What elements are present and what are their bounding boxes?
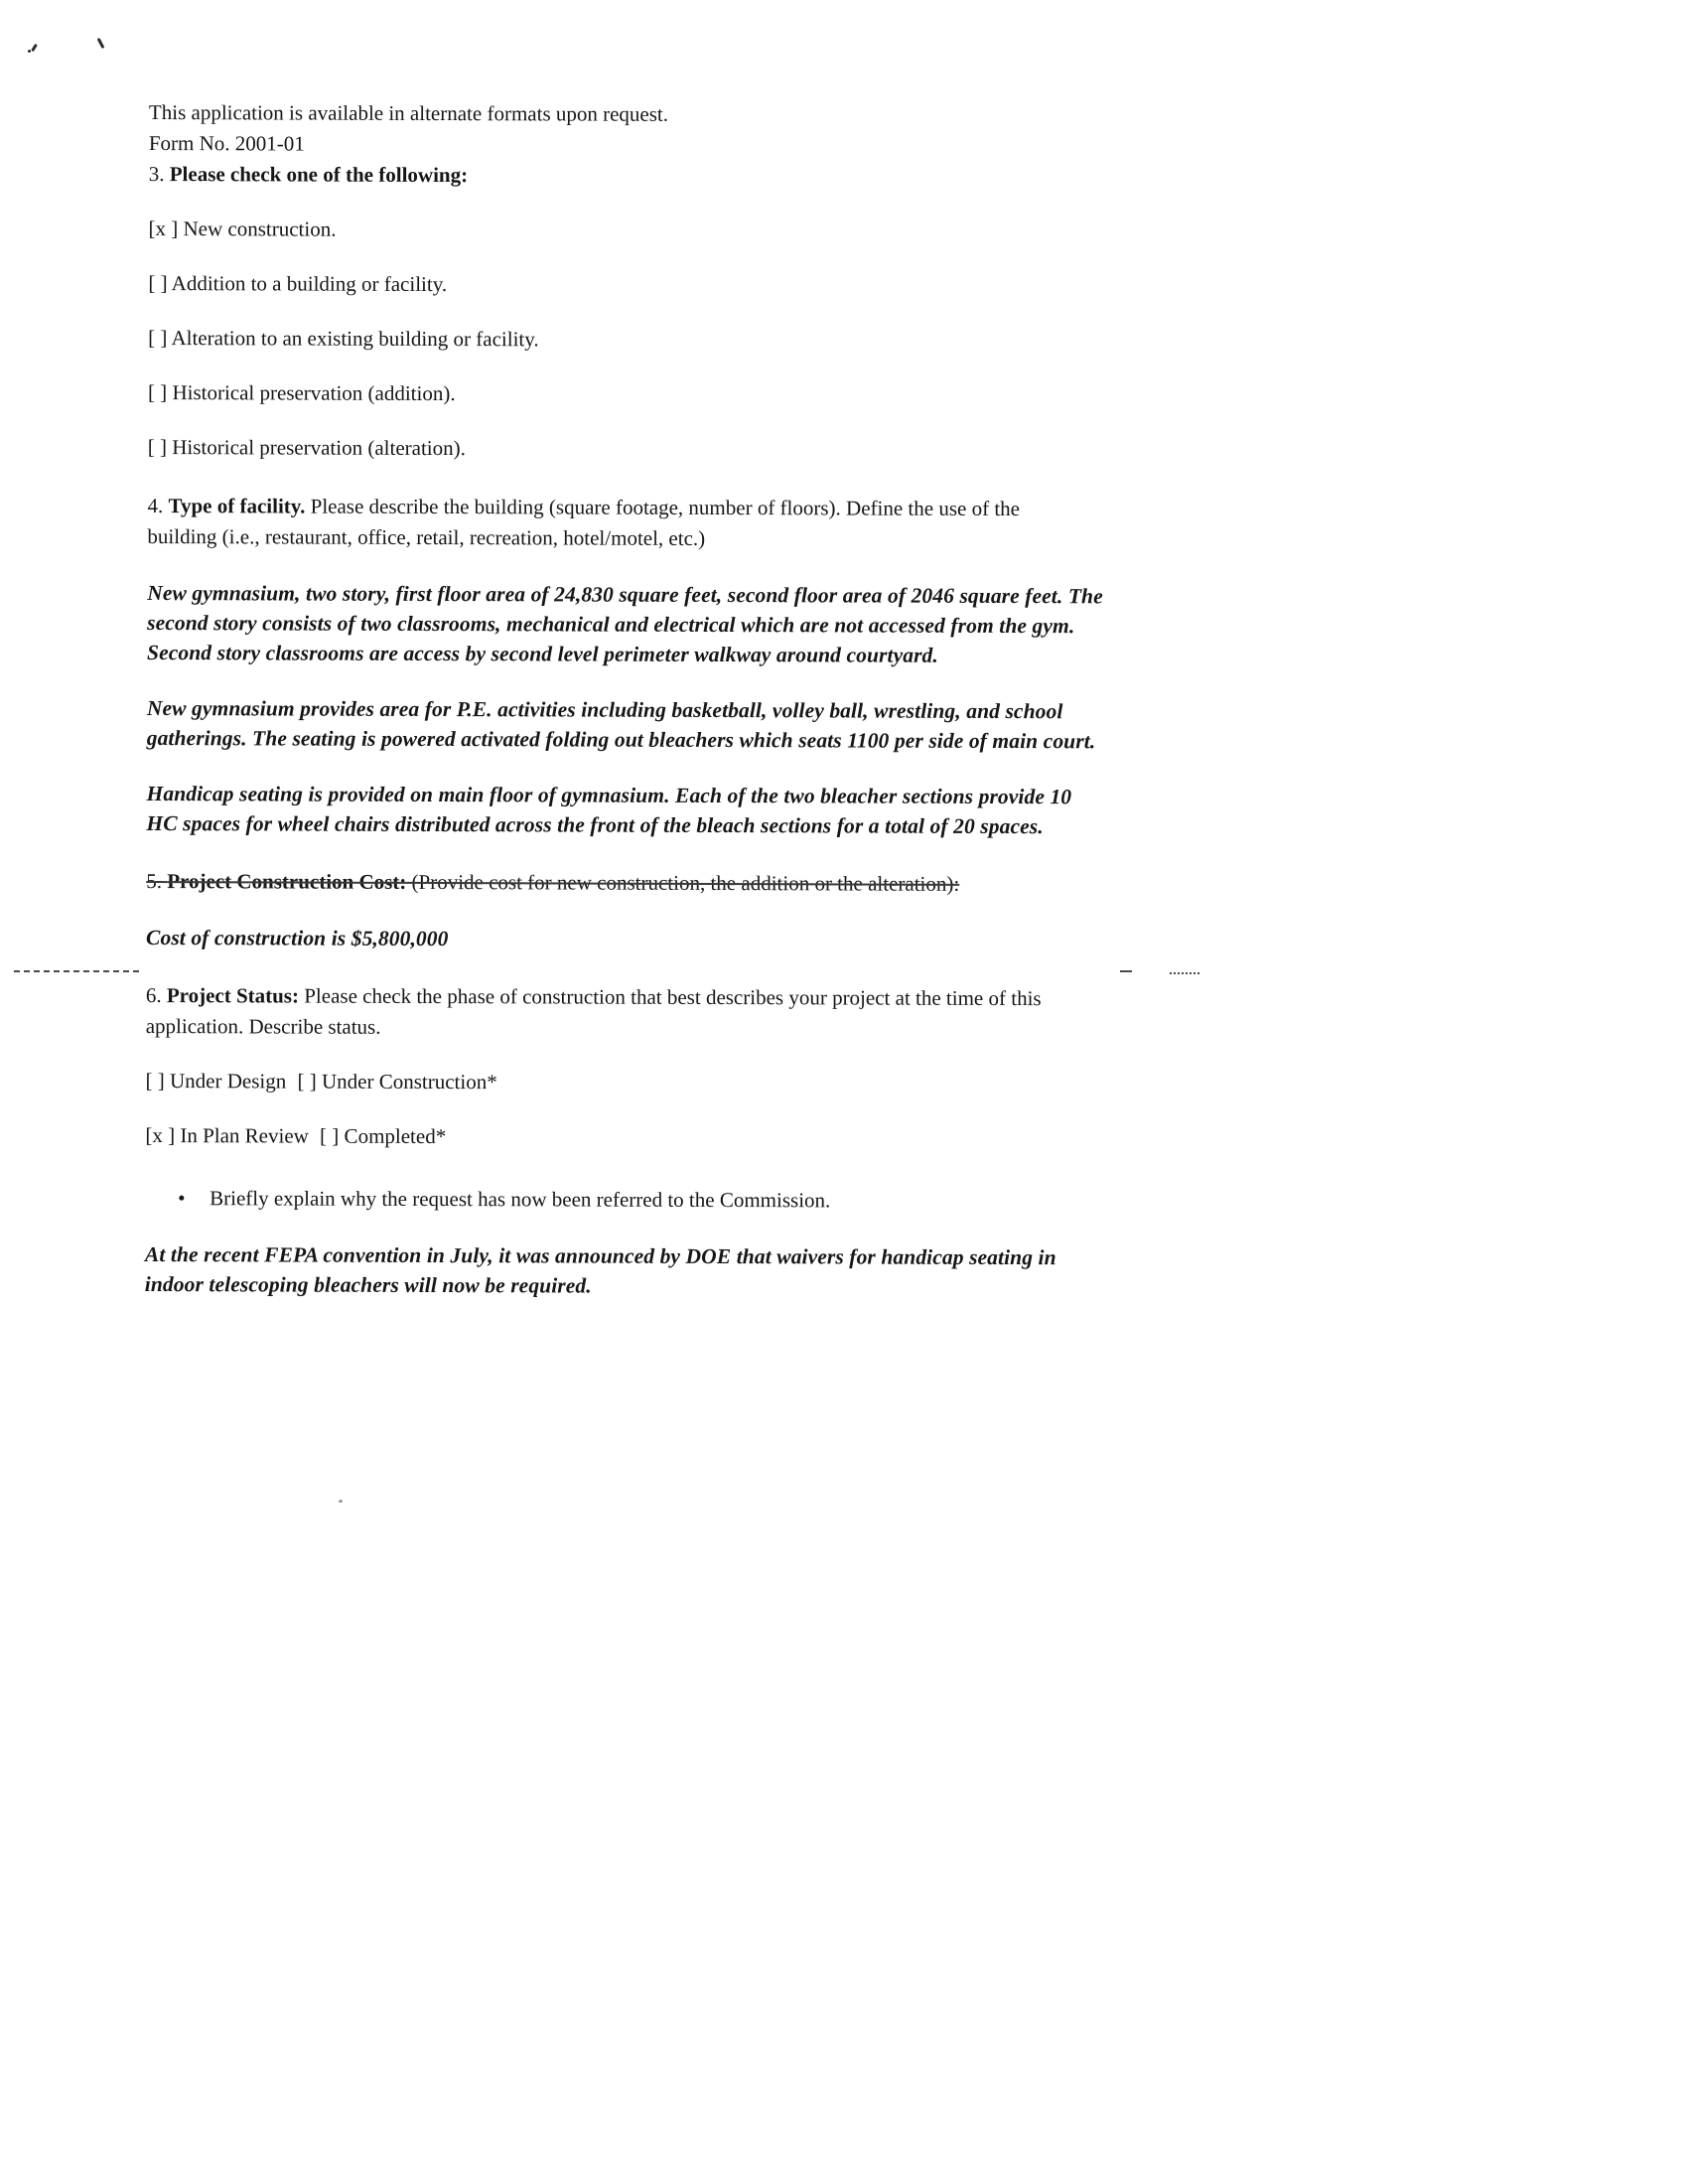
alternate-formats-note: This application is available in alternate formats upon request. — [148, 99, 669, 126]
checkbox-option-historical-alteration — [148, 432, 1093, 466]
option-label-historical-addition: Historical preservation (addition). — [172, 380, 456, 406]
facility-answer-paragraph-1: New gymnasium, two story, first floor area of 24,830 square feet, second floor area of 2046 square feet. The second story consists of two classrooms, mechanical and electrical which are not accessed from the gym. Second story classrooms are access by second level perimeter walkway around courtyard. — [147, 580, 1103, 667]
section-5-heading — [146, 866, 1091, 900]
status-label-under-construction: Under Construction* — [321, 1069, 497, 1094]
section-6-description: Please check the phase of construction that best describes your project at the time of this application. Describe status. — [145, 983, 1042, 1039]
checkbox-under-construction: [ ] — [297, 1069, 317, 1093]
status-label-completed: Completed* — [344, 1123, 447, 1149]
construction-cost-answer: Cost of construction is $5,800,000 — [146, 925, 449, 951]
checkbox-under-design: [ ] — [145, 1068, 165, 1093]
section-6-number: 6. — [145, 982, 162, 1008]
status-row-2 — [145, 1120, 1090, 1154]
scan-line-artifact — [14, 970, 139, 972]
section-4-title: Type of facility. — [168, 494, 306, 518]
bullet-text: Briefly explain why the request has now been referred to the Commission. — [210, 1186, 831, 1213]
status-label-under-design: Under Design — [170, 1069, 287, 1093]
scan-speck — [31, 44, 38, 52]
section-6-heading — [146, 980, 1091, 1045]
option-label-addition: Addition to a building or facility. — [171, 271, 448, 297]
section-4-heading — [147, 491, 1092, 555]
checkbox-completed: [ ] — [320, 1123, 340, 1148]
scan-speck — [28, 50, 31, 53]
facility-answer-paragraph-3: Handicap seating is provided on main floor of gymnasium. Each of the two bleacher sections provide 10 HC spaces for wheel chairs distributed across the front of the bleach sections for a total of 20 spaces. — [146, 781, 1072, 839]
section-6-title: Project Status: — [166, 983, 300, 1008]
status-explanation-answer: At the recent FEPA convention in July, it was announced by DOE that waivers for handicap seating in indoor telescoping bleachers will now be required. — [144, 1241, 1056, 1298]
option-label-historical-alteration: Historical preservation (alteration). — [172, 435, 466, 461]
option-label-new-construction: New construction. — [183, 217, 337, 241]
section-4-description: Please describe the building (square footage, number of floors). Define the use of the building (i.e., restaurant, office, retail, recreation, hotel/motel, etc.) — [147, 494, 1021, 550]
scan-speck — [97, 38, 105, 49]
checkbox-addition: [ ] — [148, 270, 168, 296]
checkbox-new-construction: [x ] — [148, 216, 179, 241]
scan-line-artifact — [1170, 972, 1199, 974]
checkbox-option-new-construction — [148, 214, 1093, 247]
status-label-in-plan-review: In Plan Review — [180, 1123, 309, 1148]
scan-line-artifact — [1120, 970, 1132, 972]
bullet-item — [145, 1183, 1090, 1217]
section-3-title: Please check one of the following: — [169, 162, 469, 188]
scan-speck — [339, 1500, 343, 1503]
bullet-icon: • — [178, 1186, 186, 1211]
checkbox-option-alteration — [148, 323, 1093, 357]
checkbox-historical-addition: [ ] — [147, 379, 168, 405]
checkbox-in-plan-review: [x ] — [145, 1122, 176, 1148]
section-5-title: Project Construction Cost: — [167, 869, 407, 894]
option-label-alteration: Alteration to an existing building or facility. — [171, 326, 539, 352]
section-5-description: (Provide cost for new construction, the addition or the alteration): — [411, 869, 960, 896]
checkbox-option-addition — [148, 268, 1093, 302]
facility-answer-paragraph-2: New gymnasium provides area for P.E. activities including basketball, volley ball, wrestling, and school gatherings. The seating is powered activated folding out bleachers which seats 1100 per side of main court. — [146, 695, 1096, 754]
status-row-1 — [145, 1066, 1090, 1099]
section-3-number: 3. — [148, 161, 165, 187]
checkbox-historical-alteration: [ ] — [147, 434, 168, 460]
section-4-number: 4. — [147, 493, 164, 518]
checkbox-alteration: [ ] — [148, 325, 168, 351]
section-5-number: 5. — [146, 868, 163, 894]
document-content — [144, 97, 1103, 1302]
section-3-heading — [149, 159, 1094, 193]
form-number: Form No. 2001-01 — [148, 130, 305, 156]
checkbox-option-historical-addition — [148, 377, 1093, 411]
